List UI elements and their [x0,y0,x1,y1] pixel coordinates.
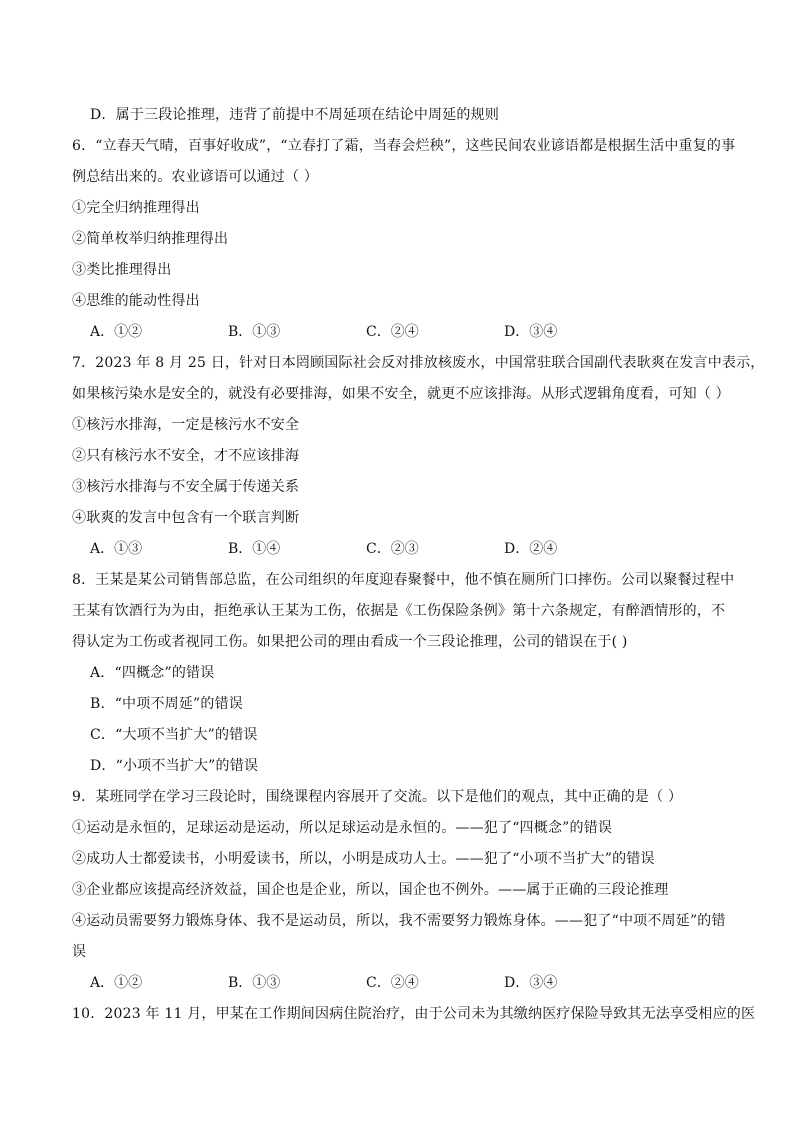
q10-stem-line-1: 10．2023 年 11 月，甲某在工作期间因病住院治疗，由于公司未为其缴纳医疗保险导致其无法享受相应的医 [72,1006,756,1022]
q9-option-b: B．①③ [228,975,281,991]
q7-stem-line-1: 7．2023 年 8 月 25 日，针对日本罔顾国际社会反对排放核废水，中国常驻联合国副代表耿爽在发言中表示， [72,355,765,371]
q7-option-c: C．②③ [366,541,419,557]
q9-stem: 9．某班同学在学习三段论时，围绕课程内容展开了交流。以下是他们的观点，其中正确的是（ ） [72,789,683,805]
q6-options [72,317,726,348]
q6-statement-4: ④思维的能动性得出 [72,293,200,309]
q6-option-b: B．①③ [228,324,281,340]
q9-statement-3: ③企业都应该提高经济效益，国企也是企业，所以，国企也不例外。——属于正确的三段论推理 [72,882,669,898]
q8-stem-line-1: 8．王某是某公司销售部总监，在公司组织的年度迎春聚餐中，他不慎在厕所门口摔伤。公司以聚餐过程中 [72,572,735,588]
q7-stem-line-2: 如果核污染水是安全的，就没有必要排海，如果不安全，就更不应该排海。从形式逻辑角度看，可知（ ） [72,386,730,402]
q7-option-d: D．②④ [504,541,558,557]
q9-statement-2: ②成功人士都爱读书，小明爱读书，所以，小明是成功人士。——犯了“小项不当扩大”的错误 [72,851,655,867]
document-page [72,100,765,1030]
q9-option-c: C．②④ [366,975,419,991]
q8-option-d: D．“小项不当扩大”的错误 [90,758,259,774]
q7-option-a: A．①③ [90,541,143,557]
q7-options [72,534,726,565]
q8-stem-line-2: 王某有饮酒行为为由，拒绝承认王某为工伤，依据是《工伤保险条例》第十六条规定，有醉酒情形的，不 [72,603,726,619]
q6-stem-line-1: 6．“立春天气晴，百事好收成”，“立春打了霜，当春会烂秧”，这些民间农业谚语都是根据生活中重复的事 [72,138,736,154]
q7-option-b: B．①④ [228,541,281,557]
q9-options [72,968,726,999]
q7-statement-3: ③核污水排海与不安全属于传递关系 [72,479,300,495]
q8-option-b: B．“中项不周延”的错误 [90,696,244,712]
q6-statement-1: ①完全归纳推理得出 [72,200,200,216]
q9-statement-1: ①运动是永恒的，足球运动是运动，所以足球运动是永恒的。——犯了“四概念”的错误 [72,820,613,836]
q8-option-a: A．“四概念”的错误 [90,665,215,681]
q9-statement-4-line-2: 误 [72,944,87,960]
q8-stem-line-3: 得认定为工伤或者视同工伤。如果把公司的理由看成一个三段论推理，公司的错误在于( ) [72,634,628,650]
q7-statement-1: ①核污水排海，一定是核污水不安全 [72,417,300,433]
q8-option-c: C．“大项不当扩大”的错误 [90,727,258,743]
q6-statement-2: ②简单枚举归纳推理得出 [72,231,229,247]
q6-option-a: A．①② [90,324,143,340]
q6-option-c: C．②④ [366,324,419,340]
q6-option-d: D．③④ [504,324,558,340]
q6-statement-3: ③类比推理得出 [72,262,172,278]
q9-option-a: A．①② [90,975,143,991]
q5-option-d: D．属于三段论推理，违背了前提中不周延项在结论中周延的规则 [90,107,500,123]
q6-stem-line-2: 例总结出来的。农业谚语可以通过（ ） [72,169,319,185]
q7-statement-2: ②只有核污水不安全，才不应该排海 [72,448,300,464]
q9-statement-4-line-1: ④运动员需要努力锻炼身体、我不是运动员，所以，我不需要努力锻炼身体。——犯了“中项不周延”的错 [72,913,726,929]
q7-statement-4: ④耿爽的发言中包含有一个联言判断 [72,510,300,526]
q9-option-d: D．③④ [504,975,558,991]
